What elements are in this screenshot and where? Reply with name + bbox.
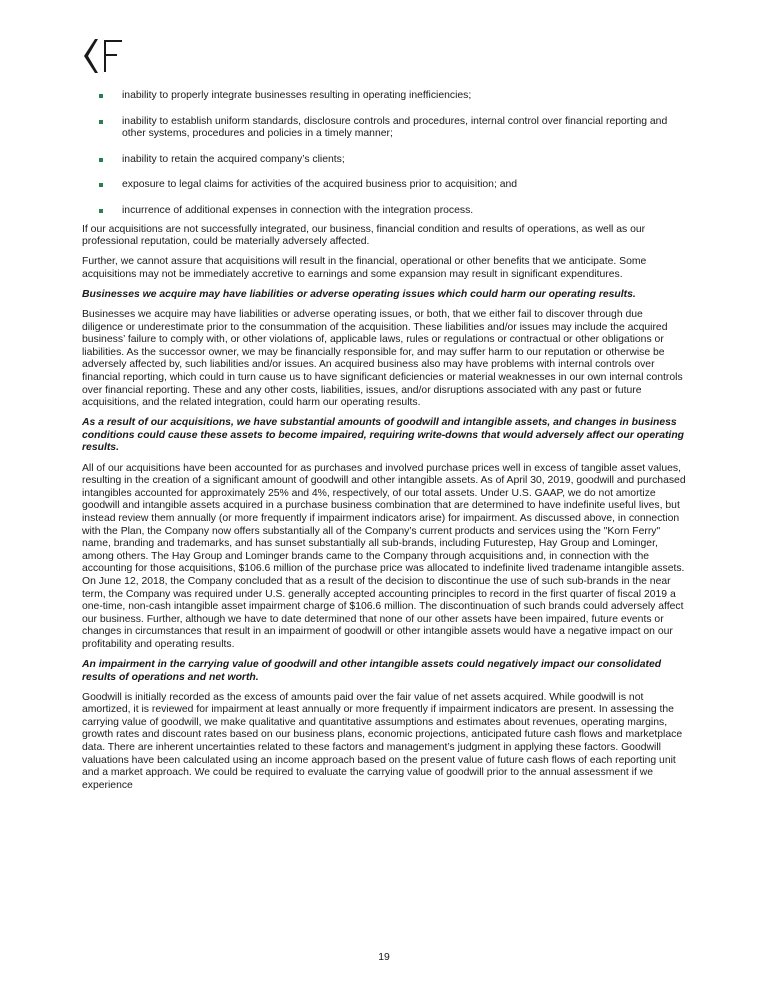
list-item: inability to properly integrate businesses resulting in operating inefficiencies; bbox=[82, 90, 686, 103]
paragraph: Goodwill is initially recorded as the excess of amounts paid over the fair value of net assets acquired. While goodwill is not amortized, it is reviewed for impairment at least annually or more frequently if impairment indicators are present. In assessing the carrying value of goodwill, we make qualitative and quantitative assumptions and estimates about revenues, operating margins, growth rates and discount rates based on our business plans, economic projections, anticipated future cash flows and marketplace data. There are inherent uncertainties related to these factors and management’s judgment in applying these factors. Goodwill valuations have been calculated using an income approach based on the present value of future cash flows of each reporting unit and a market approach. We could be required to evaluate the carrying value of goodwill prior to the annual assessment if we experience bbox=[82, 691, 683, 791]
paragraph: All of our acquisitions have been accounted for as purchases and involved purchase prices well in excess of tangible asset values, resulting in the creation of a significant amount of goodwill and other intangible assets. As of April 30, 2019, goodwill and purchased intangibles accounted for approximately 25% and 4%, respectively, of our total assets. Under U.S. GAAP, we do not amortize goodwill and intangible assets acquired in a purchase business combination that are determined to have indefinite useful lives, but instead review them annually (or more frequently if impairment indicators arise) for impairment. As discussed above, in connection with the Plan, the Company now offers substantially all of the Company’s current products and services using the "Korn Ferry" name, branding and trademarks, and has sunset substantially all sub-brands, including Futurestep, Hay Group and Lominger, among others. The Hay Group and Lominger brands came to the Company through acquisitions and, in connection with the accounting for those acquisitions, $106.6 million of the purchase price was allocated to indefinite lived tradename intangible assets. On June 12, 2018, the Company concluded that as a result of the decision to discontinue the use of such sub-brands in the near term, the Company was required under U.S. generally accepted accounting principles to record in the first quarter of fiscal 2019 a one-time, non-cash intangible asset impairment charge of $106.6 million. The discontinuation of such brands could adversely affect our business. Further, although we have to date determined that none of our other assets have been impaired, future events or changes in circumstances that result in an impairment of goodwill or other intangible assets would have a negative impact on our profitability and operating results. bbox=[82, 462, 686, 650]
list-item: incurrence of additional expenses in connection with the integration process. bbox=[82, 205, 686, 218]
square-bullet-icon bbox=[99, 120, 103, 124]
square-bullet-icon bbox=[99, 209, 103, 213]
kf-monogram-logo-icon bbox=[82, 38, 128, 74]
section-heading: As a result of our acquisitions, we have substantial amounts of goodwill and intangible assets, and changes in business conditions could cause these assets to become impaired, requiring write-downs that would adversely affect our operating results. bbox=[82, 417, 685, 454]
list-item: exposure to legal claims for activities of the acquired business prior to acquisition; and bbox=[82, 179, 686, 192]
page-number: 19 bbox=[378, 952, 390, 963]
square-bullet-icon bbox=[99, 158, 103, 162]
section-heading: An impairment in the carrying value of goodwill and other intangible assets could negatively impact our consolidated results of operations and net worth. bbox=[82, 658, 662, 683]
paragraph: Further, we cannot assure that acquisitions will result in the financial, operational or other benefits that we anticipate. Some acquisitions may not be immediately accretive to earnings and some expansion may result in significant expenditures. bbox=[82, 256, 647, 280]
paragraph: If our acquisitions are not successfully integrated, our business, financial condition and results of operations, as well as our professional reputation, could be materially adversely affected. bbox=[82, 223, 646, 248]
section-heading: Businesses we acquire may have liabilities or adverse operating issues which could harm our operating results. bbox=[82, 288, 636, 300]
square-bullet-icon bbox=[99, 94, 103, 98]
list-item: inability to retain the acquired company’s clients; bbox=[82, 154, 686, 167]
square-bullet-icon bbox=[99, 183, 103, 187]
risk-bullet-list bbox=[82, 90, 686, 218]
paragraph: Businesses we acquire may have liabilities or adverse operating issues, or both, that we either fail to discover through due diligence or underestimate prior to the consummation of the acquisition. These liabilities and/or issues may include the acquired business’ failure to comply with, or other violations of, applicable laws, rules or regulations or contractual or other obligations or liabilities. As the successor owner, we may be financially responsible for, and may suffer harm to our reputation or otherwise be adversely affected by, such liabilities and/or issues. An acquired business also may have problems with internal controls over financial reporting, which could in turn cause us to have significant deficiencies or material weaknesses in our own internal controls over financial reporting. These and any other costs, liabilities, issues, and/or disruptions associated with any past or future acquisitions, and the related integration, could harm our operating results. bbox=[82, 309, 683, 409]
list-item: inability to establish uniform standards, disclosure controls and procedures, internal control over financial reporting and other systems, procedures and policies in a timely manner; bbox=[82, 116, 686, 141]
document-body bbox=[82, 90, 686, 800]
